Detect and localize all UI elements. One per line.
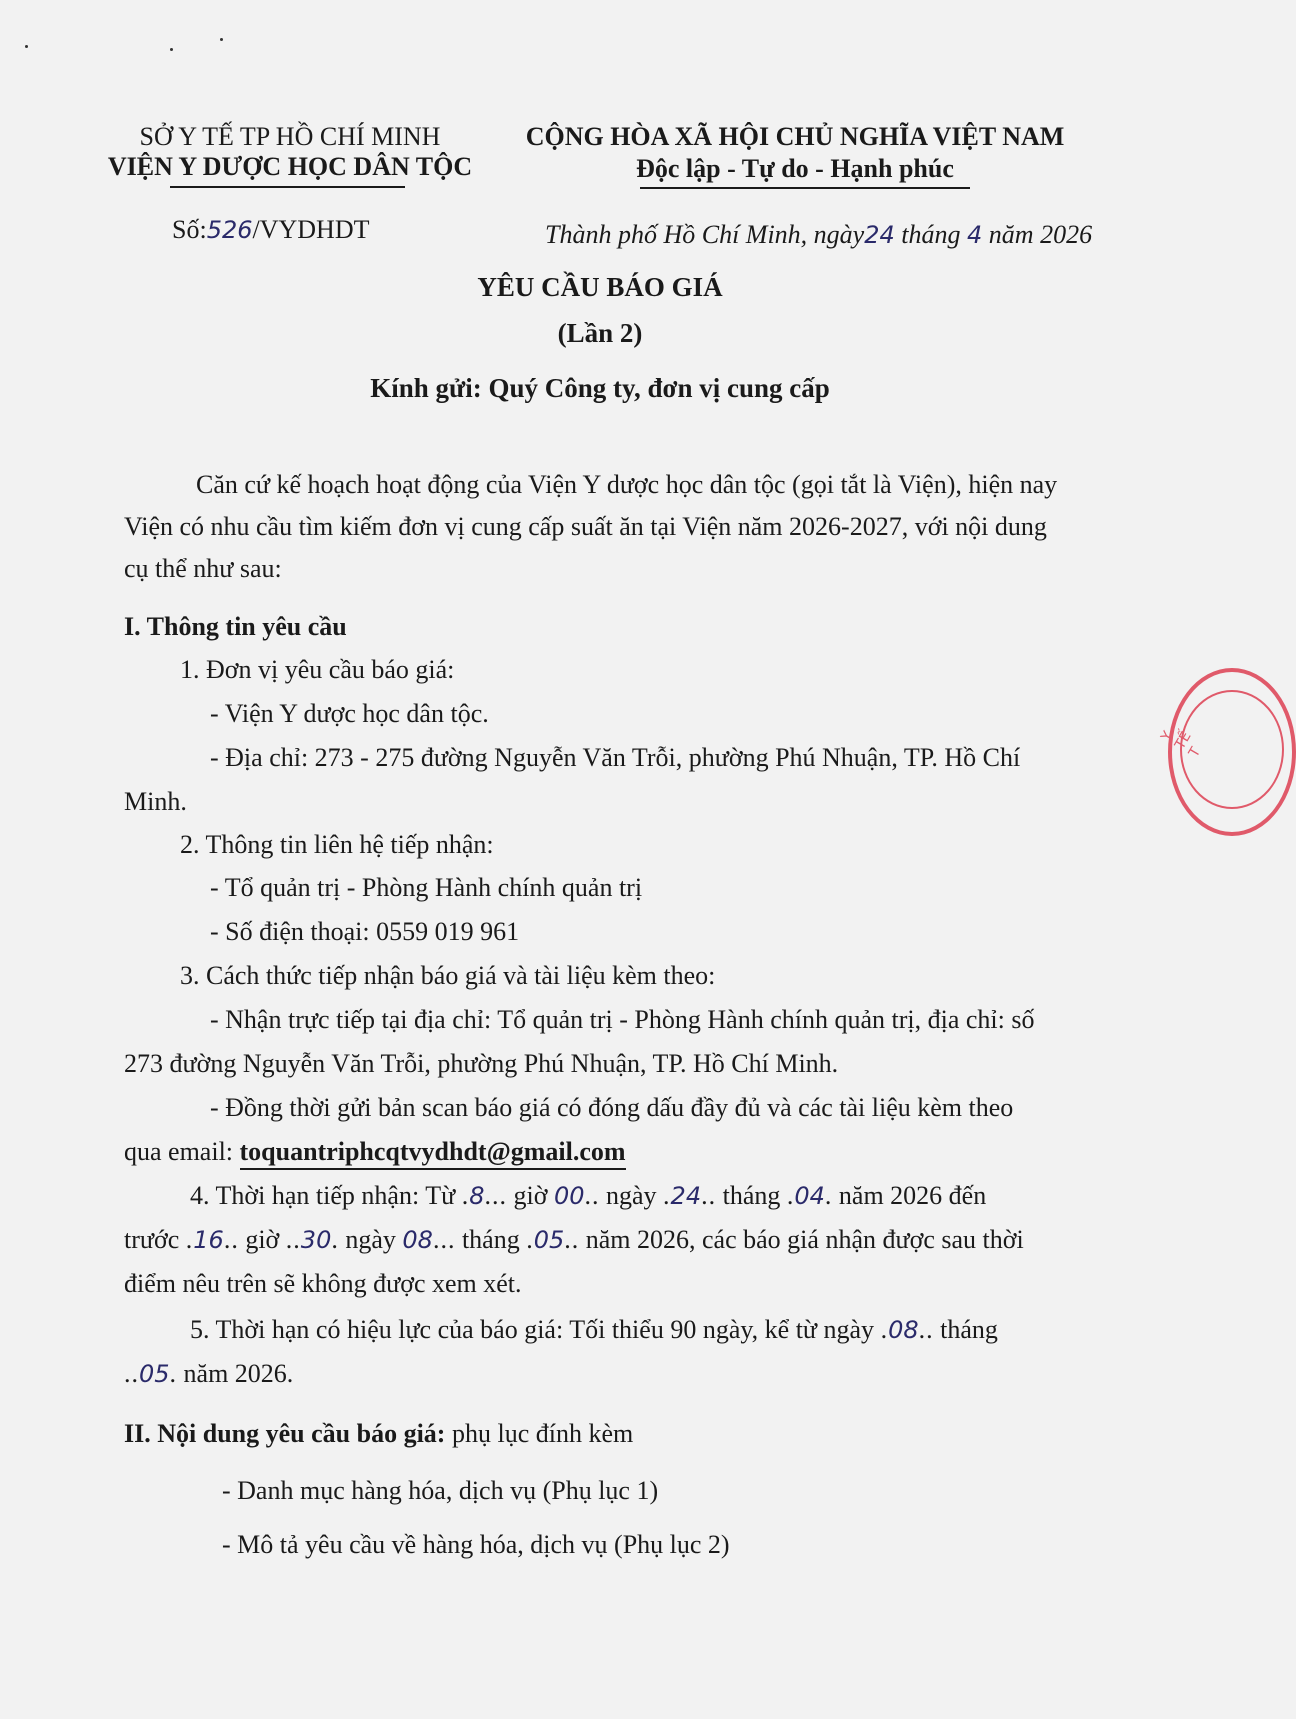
stamp-text: Y TẾ T bbox=[1158, 728, 1205, 761]
agency-name: SỞ Y TẾ TP HỒ CHÍ MINH bbox=[139, 122, 441, 151]
item-5-text: năm 2026. bbox=[177, 1359, 294, 1388]
receive-end-minute: 30 bbox=[300, 1226, 332, 1254]
national-title: CỘNG HÒA XÃ HỘI CHỦ NGHĨA VIỆT NAM bbox=[525, 122, 1065, 151]
item-1-line-1: - Viện Y dược học dân tộc. bbox=[210, 699, 489, 728]
item-2-title: 2. Thông tin liên hệ tiếp nhận: bbox=[180, 830, 494, 859]
item-4-line-2: trước .16.. giờ ..30. ngày 08... tháng .05.. năm 2026, các báo giá nhận được sau thời bbox=[124, 1225, 1024, 1254]
item-4-text: ngày bbox=[338, 1225, 403, 1254]
date-month-label: tháng bbox=[894, 220, 968, 249]
receive-start-month: 04 bbox=[794, 1182, 825, 1210]
document-title: YÊU CẦU BÁO GIÁ bbox=[477, 272, 723, 302]
item-5-text: 5. Thời hạn có hiệu lực của báo giá: Tối thiểu 90 ngày, kể từ ngày bbox=[190, 1315, 881, 1344]
item-4-text: năm 2026 đến bbox=[832, 1181, 987, 1210]
item-1-line-3: Minh. bbox=[124, 787, 187, 816]
section-2-line-2: - Mô tả yêu cầu về hàng hóa, dịch vụ (Phụ lục 2) bbox=[222, 1530, 730, 1559]
item-4-text: tháng bbox=[455, 1225, 527, 1254]
section-2-heading-rest: phụ lục đính kèm bbox=[445, 1419, 634, 1448]
item-4-line-3: điểm nêu trên sẽ không được xem xét. bbox=[124, 1269, 522, 1298]
scan-speck bbox=[220, 38, 223, 41]
item-1-title: 1. Đơn vị yêu cầu báo giá: bbox=[180, 655, 455, 684]
item-4-text: 4. Thời hạn tiếp nhận: Từ bbox=[190, 1181, 462, 1210]
section-2-heading-bold: II. Nội dung yêu cầu báo giá: bbox=[124, 1419, 446, 1448]
email-link[interactable]: toquantriphcqtvydhdt@gmail.com bbox=[240, 1137, 626, 1170]
scan-speck bbox=[25, 45, 28, 48]
receive-end-month: 05 bbox=[533, 1226, 565, 1254]
item-4-text: giờ bbox=[238, 1225, 286, 1254]
item-4-line-1: 4. Thời hạn tiếp nhận: Từ .8... giờ 00.. ngày .24.. tháng .04. năm 2026 đến bbox=[190, 1181, 987, 1210]
item-4-text: tháng bbox=[716, 1181, 787, 1210]
item-2-line-1: - Tổ quản trị - Phòng Hành chính quản trị bbox=[210, 873, 643, 902]
date-day: 24 bbox=[864, 221, 895, 249]
scan-speck bbox=[170, 48, 173, 51]
item-2-line-2: - Số điện thoại: 0559 019 961 bbox=[210, 917, 520, 946]
motto-underline bbox=[640, 187, 970, 189]
item-5-text: tháng bbox=[933, 1315, 998, 1344]
recipient-line: Kính gửi: Quý Công ty, đơn vị cung cấp bbox=[370, 373, 830, 403]
national-motto: Độc lập - Tự do - Hạnh phúc bbox=[636, 154, 954, 183]
intro-line-2: Viện có nhu cầu tìm kiếm đơn vị cung cấp suất ăn tại Viện năm 2026-2027, với nội dung bbox=[124, 512, 1047, 541]
section-1-heading: I. Thông tin yêu cầu bbox=[124, 612, 347, 641]
document-number bbox=[172, 215, 370, 245]
date-month: 4 bbox=[967, 221, 983, 249]
institute-underline bbox=[170, 186, 405, 188]
intro-line-3: cụ thể như sau: bbox=[124, 554, 282, 583]
date-prefix: Thành phố Hồ Chí Minh, ngày bbox=[545, 220, 865, 249]
receive-start-hour: 8 bbox=[469, 1182, 485, 1210]
item-1-line-2: - Địa chỉ: 273 - 275 đường Nguyễn Văn Trỗi, phường Phú Nhuận, TP. Hồ Chí bbox=[210, 743, 1021, 772]
receive-start-day: 24 bbox=[670, 1182, 702, 1210]
document-subtitle: (Lần 2) bbox=[557, 318, 643, 348]
doc-number-handwritten: 526 bbox=[206, 216, 253, 244]
item-5-line-1: 5. Thời hạn có hiệu lực của báo giá: Tối thiểu 90 ngày, kể từ ngày .08.. tháng bbox=[190, 1315, 998, 1344]
validity-start-month: 05 bbox=[139, 1360, 170, 1388]
item-4-text: trước bbox=[124, 1225, 186, 1254]
item-3-line-4 bbox=[124, 1130, 626, 1174]
doc-number-prefix: Số: bbox=[172, 215, 207, 244]
item-5-line-2: ..05. năm 2026. bbox=[124, 1359, 294, 1388]
item-3-title: 3. Cách thức tiếp nhận báo giá và tài liệu kèm theo: bbox=[180, 961, 716, 990]
receive-start-minute: 00 bbox=[553, 1182, 585, 1210]
institute-name: VIỆN Y DƯỢC HỌC DÂN TỘC bbox=[107, 152, 473, 181]
item-3-line-3: - Đồng thời gửi bản scan báo giá có đóng dấu đầy đủ và các tài liệu kèm theo bbox=[210, 1093, 1014, 1122]
date-line bbox=[545, 220, 1092, 250]
item-4-text: năm 2026, các báo giá nhận được sau thời bbox=[579, 1225, 1024, 1254]
item-4-text: giờ bbox=[506, 1181, 554, 1210]
section-2-heading bbox=[124, 1412, 633, 1456]
section-2-line-1: - Danh mục hàng hóa, dịch vụ (Phụ lục 1) bbox=[222, 1476, 659, 1505]
date-year: năm 2026 bbox=[982, 220, 1093, 249]
item-4-text: ngày bbox=[599, 1181, 664, 1210]
validity-start-day: 08 bbox=[888, 1316, 919, 1344]
intro-line-1: Căn cứ kế hoạch hoạt động của Viện Y dược học dân tộc (gọi tắt là Viện), hiện nay bbox=[196, 470, 1058, 499]
item-3-line-2: 273 đường Nguyễn Văn Trỗi, phường Phú Nhuận, TP. Hồ Chí Minh. bbox=[124, 1049, 839, 1078]
email-label: qua email: bbox=[124, 1137, 240, 1166]
receive-end-hour: 16 bbox=[193, 1226, 224, 1254]
receive-end-day: 08 bbox=[402, 1226, 433, 1254]
doc-number-suffix: /VYDHDT bbox=[252, 215, 370, 244]
item-3-line-1: - Nhận trực tiếp tại địa chỉ: Tổ quản trị - Phòng Hành chính quản trị, địa chỉ: số bbox=[210, 1005, 1035, 1034]
